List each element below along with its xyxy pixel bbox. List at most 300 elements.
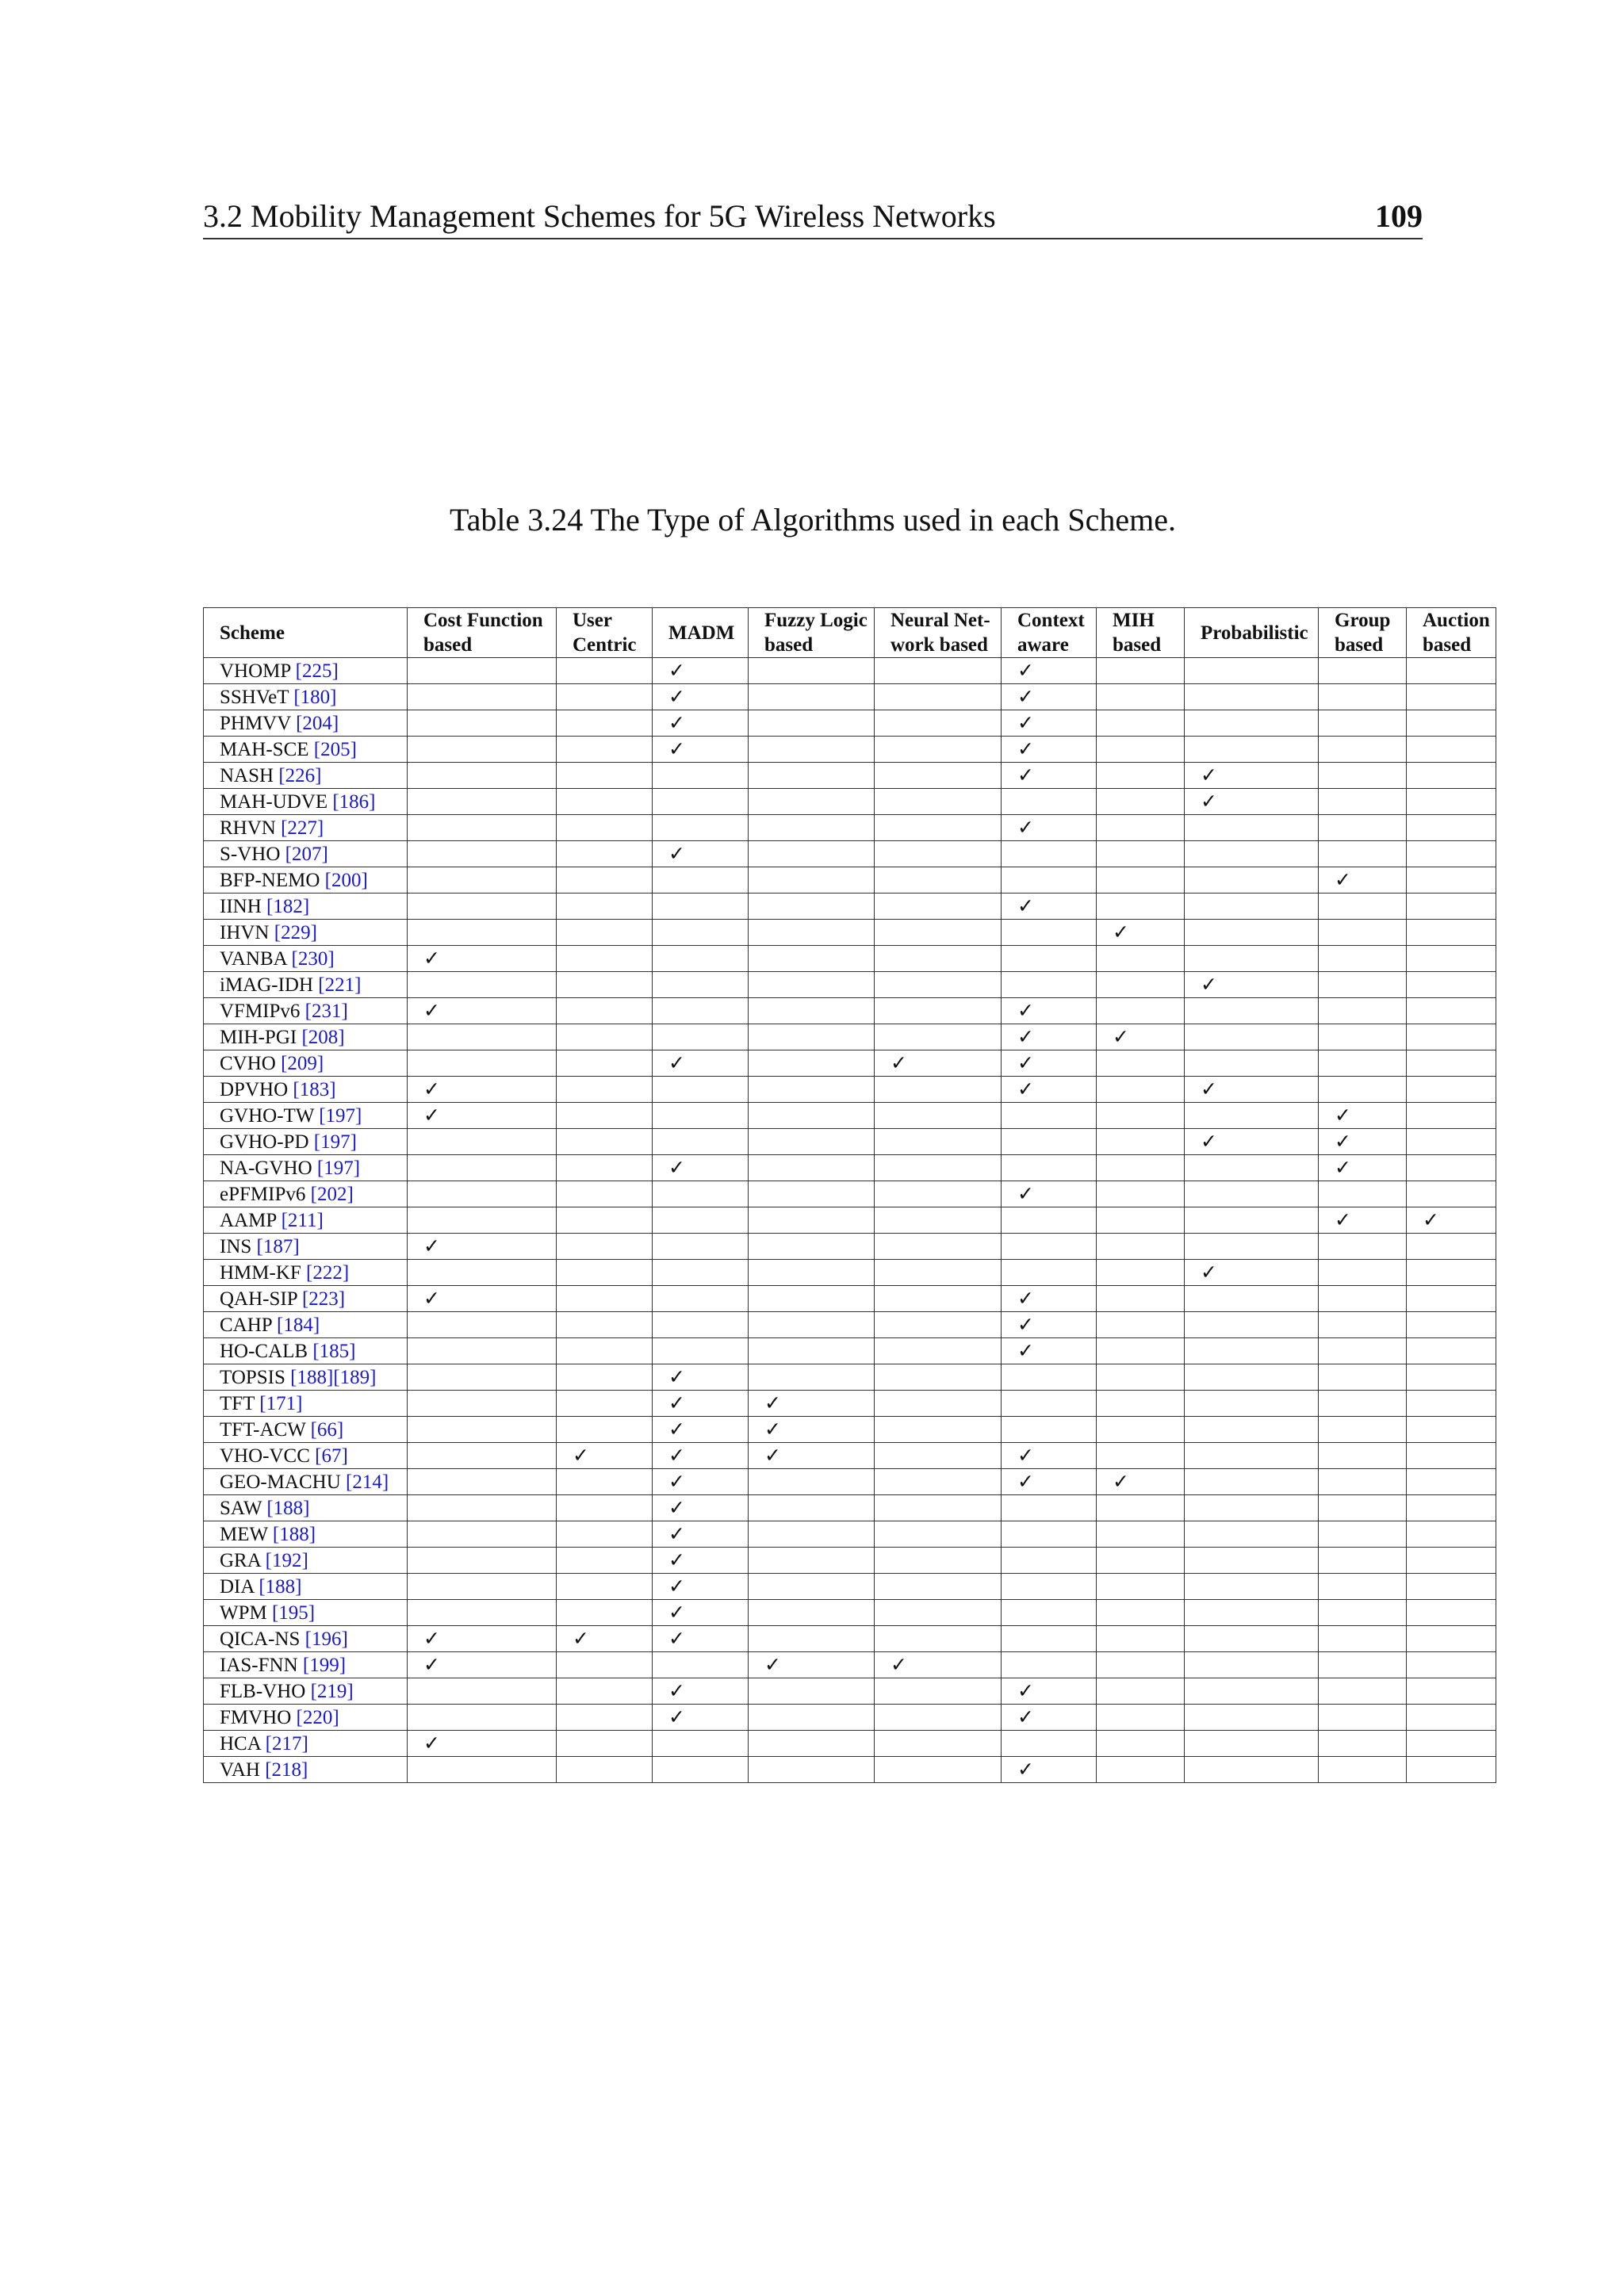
check-cell: [749, 815, 875, 841]
check-cell: [557, 1548, 653, 1574]
check-cell: [875, 1469, 1002, 1495]
check-cell: [1407, 946, 1496, 972]
check-cell: [875, 1417, 1002, 1443]
check-cell: [1319, 1103, 1407, 1129]
check-cell: [1002, 1548, 1097, 1574]
check-cell: [875, 1364, 1002, 1391]
check-cell: [1185, 763, 1319, 789]
check-cell: [1097, 1417, 1185, 1443]
scheme-cell: [204, 1286, 408, 1312]
check-cell: [1097, 1077, 1185, 1103]
check-cell: [408, 1469, 557, 1495]
check-cell: [1319, 1050, 1407, 1077]
check-cell: [557, 894, 653, 920]
check-cell: [749, 1103, 875, 1129]
check-cell: [408, 1050, 557, 1077]
check-cell: [1097, 684, 1185, 710]
check-cell: [1002, 1312, 1097, 1338]
check-cell: [875, 1443, 1002, 1469]
check-icon: ✓: [764, 1444, 781, 1467]
check-cell: [1002, 1286, 1097, 1312]
check-cell: [653, 1077, 749, 1103]
check-cell: [875, 1391, 1002, 1417]
check-cell: [749, 1260, 875, 1286]
check-cell: [557, 1338, 653, 1364]
check-cell: [875, 946, 1002, 972]
scheme-name: HCA: [220, 1732, 261, 1755]
check-cell: [408, 737, 557, 763]
check-icon: ✓: [891, 1051, 907, 1074]
table-row: [204, 946, 1496, 972]
check-cell: [653, 998, 749, 1024]
check-cell: [875, 972, 1002, 998]
header-row: [204, 608, 1496, 658]
check-cell: [749, 1495, 875, 1521]
check-cell: [749, 946, 875, 972]
citation-link[interactable]: [211]: [281, 1209, 324, 1231]
citation-link[interactable]: [195]: [271, 1601, 316, 1624]
check-cell: [1002, 998, 1097, 1024]
check-icon: ✓: [764, 1418, 781, 1441]
check-cell: [1002, 1757, 1097, 1783]
check-cell: [1407, 737, 1496, 763]
check-cell: [653, 1234, 749, 1260]
check-icon: ✓: [668, 842, 685, 865]
check-cell: [653, 1652, 749, 1678]
scheme-name: TFT: [220, 1392, 255, 1414]
check-cell: [1097, 1600, 1185, 1626]
check-cell: [749, 1181, 875, 1207]
column-header: MIH based: [1097, 608, 1185, 658]
check-cell: [1097, 998, 1185, 1024]
citation-link[interactable]: [188]: [259, 1575, 302, 1598]
table-row: [204, 1705, 1496, 1731]
citation-link[interactable]: [229]: [274, 921, 317, 943]
scheme-name: VANBA: [220, 947, 287, 970]
check-icon: ✓: [1113, 1470, 1129, 1493]
check-cell: [653, 867, 749, 894]
check-cell: [1319, 1705, 1407, 1731]
table-row: [204, 1731, 1496, 1757]
column-header: Scheme: [204, 608, 408, 658]
citation-link[interactable]: [192]: [265, 1549, 308, 1571]
citation-link[interactable]: [226]: [278, 764, 322, 786]
check-cell: [1002, 1338, 1097, 1364]
check-cell: [408, 867, 557, 894]
check-cell: [1097, 1103, 1185, 1129]
column-header: Fuzzy Logic based: [749, 608, 875, 658]
check-cell: [557, 1024, 653, 1050]
check-cell: [749, 1417, 875, 1443]
citation-link[interactable]: [218]: [265, 1758, 308, 1781]
column-header: Auction based: [1407, 608, 1496, 658]
check-cell: [1185, 789, 1319, 815]
check-cell: [408, 1574, 557, 1600]
check-cell: [408, 1626, 557, 1652]
check-cell: [408, 1678, 557, 1705]
check-cell: [1097, 1548, 1185, 1574]
check-cell: [408, 1207, 557, 1234]
check-cell: [557, 1286, 653, 1312]
check-cell: [1185, 1129, 1319, 1155]
citation-link[interactable]: [185]: [312, 1340, 356, 1362]
table-row: [204, 1260, 1496, 1286]
check-cell: [408, 1391, 557, 1417]
check-icon: ✓: [423, 1627, 440, 1650]
check-cell: [1407, 841, 1496, 867]
check-cell: [1407, 1024, 1496, 1050]
citation-link[interactable]: [180]: [293, 686, 337, 708]
table-row: [204, 972, 1496, 998]
check-cell: [408, 1286, 557, 1312]
check-cell: [557, 1469, 653, 1495]
table-row: [204, 1521, 1496, 1548]
check-cell: [875, 1129, 1002, 1155]
check-cell: [749, 737, 875, 763]
check-icon: ✓: [1017, 1287, 1034, 1310]
scheme-cell: [204, 1312, 408, 1338]
check-cell: [1407, 1417, 1496, 1443]
citation-link[interactable]: [188][189]: [290, 1366, 377, 1388]
table-row: [204, 1364, 1496, 1391]
check-cell: [557, 1103, 653, 1129]
citation-link[interactable]: [208]: [301, 1026, 345, 1048]
check-icon: ✓: [668, 1548, 685, 1571]
check-cell: [1185, 1155, 1319, 1181]
check-cell: [1319, 658, 1407, 684]
check-cell: [1097, 1574, 1185, 1600]
check-cell: [1407, 1364, 1496, 1391]
table-row: [204, 1391, 1496, 1417]
check-cell: [1002, 972, 1097, 998]
table-row: [204, 1234, 1496, 1260]
check-cell: [1407, 1548, 1496, 1574]
check-cell: [875, 1338, 1002, 1364]
check-cell: [1002, 1129, 1097, 1155]
check-cell: [1407, 1234, 1496, 1260]
check-cell: [875, 1626, 1002, 1652]
check-cell: [1185, 710, 1319, 737]
citation-link[interactable]: [231]: [304, 1000, 348, 1022]
table-row: [204, 1678, 1496, 1705]
citation-link[interactable]: [204]: [296, 712, 339, 734]
check-cell: [1319, 1731, 1407, 1757]
check-cell: [557, 1155, 653, 1181]
scheme-cell: [204, 763, 408, 789]
check-cell: [1319, 1260, 1407, 1286]
check-cell: [1319, 1234, 1407, 1260]
check-cell: [1097, 1705, 1185, 1731]
citation-link[interactable]: [221]: [318, 974, 362, 996]
check-cell: [1185, 1077, 1319, 1103]
table-caption: Table 3.24 The Type of Algorithms used in each Scheme.: [449, 502, 1177, 538]
scheme-name: NASH: [220, 764, 274, 786]
check-cell: [557, 789, 653, 815]
check-cell: [557, 1495, 653, 1521]
check-cell: [1097, 867, 1185, 894]
citation-link[interactable]: [220]: [296, 1706, 339, 1728]
check-cell: [1097, 789, 1185, 815]
citation-link[interactable]: [219]: [310, 1680, 354, 1702]
check-cell: [1319, 1652, 1407, 1678]
citation-link[interactable]: [207]: [285, 843, 328, 865]
citation-link[interactable]: [186]: [332, 790, 376, 813]
check-cell: [557, 1521, 653, 1548]
check-cell: [557, 1443, 653, 1469]
table-row: [204, 789, 1496, 815]
check-cell: [557, 867, 653, 894]
check-icon: ✓: [668, 1705, 685, 1728]
citation-link[interactable]: [197]: [319, 1104, 362, 1127]
scheme-cell: [204, 946, 408, 972]
check-cell: [1097, 946, 1185, 972]
check-cell: [557, 1652, 653, 1678]
check-cell: [557, 1312, 653, 1338]
check-cell: [1319, 1391, 1407, 1417]
scheme-name: RHVN: [220, 817, 276, 839]
check-cell: [875, 1155, 1002, 1181]
check-cell: [1185, 1364, 1319, 1391]
check-icon: ✓: [1201, 1077, 1217, 1100]
citation-link[interactable]: [188]: [272, 1523, 316, 1545]
table-row: [204, 1600, 1496, 1626]
check-cell: [749, 1757, 875, 1783]
check-cell: [1319, 1678, 1407, 1705]
check-cell: [557, 1600, 653, 1626]
check-cell: [653, 1521, 749, 1548]
check-cell: [1407, 1181, 1496, 1207]
citation-link[interactable]: [200]: [324, 869, 368, 891]
check-icon: ✓: [423, 999, 440, 1022]
check-cell: [1097, 1443, 1185, 1469]
check-cell: [1407, 1678, 1496, 1705]
check-cell: [1319, 867, 1407, 894]
scheme-cell: [204, 658, 408, 684]
check-cell: [1097, 1469, 1185, 1495]
check-cell: [1319, 841, 1407, 867]
citation-link[interactable]: [66]: [310, 1418, 344, 1441]
check-cell: [1097, 920, 1185, 946]
check-icon: ✓: [668, 1051, 685, 1074]
check-cell: [1407, 1338, 1496, 1364]
check-cell: [557, 658, 653, 684]
citation-link[interactable]: [196]: [304, 1628, 348, 1650]
check-cell: [408, 1521, 557, 1548]
check-cell: [1407, 1312, 1496, 1338]
check-cell: [408, 1181, 557, 1207]
check-cell: [749, 1574, 875, 1600]
check-cell: [1319, 998, 1407, 1024]
citation-link[interactable]: [202]: [310, 1183, 354, 1205]
check-cell: [1407, 920, 1496, 946]
scheme-cell: [204, 1678, 408, 1705]
check-cell: [749, 1731, 875, 1757]
citation-link[interactable]: [183]: [293, 1078, 336, 1100]
scheme-name: QICA-NS: [220, 1628, 301, 1650]
check-cell: [653, 1155, 749, 1181]
scheme-cell: [204, 1731, 408, 1757]
check-cell: [749, 1024, 875, 1050]
check-cell: [1002, 1364, 1097, 1391]
check-cell: [1185, 920, 1319, 946]
check-cell: [557, 1757, 653, 1783]
check-cell: [1185, 867, 1319, 894]
check-cell: [1185, 998, 1319, 1024]
check-cell: [749, 710, 875, 737]
check-cell: [1002, 1705, 1097, 1731]
check-cell: [875, 1103, 1002, 1129]
citation-link[interactable]: [209]: [281, 1052, 324, 1074]
citation-link[interactable]: [223]: [301, 1288, 346, 1310]
check-cell: [1407, 789, 1496, 815]
check-cell: [749, 867, 875, 894]
check-cell: [1185, 1338, 1319, 1364]
check-cell: [653, 972, 749, 998]
citation-link[interactable]: [197]: [313, 1131, 357, 1153]
citation-link[interactable]: [230]: [291, 947, 335, 970]
citation-link[interactable]: [205]: [313, 738, 357, 760]
check-cell: [749, 1338, 875, 1364]
check-cell: [653, 1469, 749, 1495]
check-icon: ✓: [1017, 1444, 1034, 1467]
check-cell: [653, 920, 749, 946]
check-cell: [408, 841, 557, 867]
check-cell: [749, 972, 875, 998]
table-row: [204, 1443, 1496, 1469]
check-cell: [408, 684, 557, 710]
scheme-cell: [204, 1600, 408, 1626]
citation-link[interactable]: [197]: [316, 1157, 361, 1179]
citation-link[interactable]: [214]: [346, 1471, 389, 1493]
check-cell: [1097, 1050, 1185, 1077]
check-icon: ✓: [1017, 763, 1034, 786]
check-cell: [1407, 1574, 1496, 1600]
check-cell: [557, 684, 653, 710]
citation-link[interactable]: [225]: [295, 660, 339, 682]
check-cell: [1319, 1077, 1407, 1103]
citation-link[interactable]: [217]: [265, 1732, 308, 1755]
check-cell: [1407, 1443, 1496, 1469]
scheme-cell: [204, 1548, 408, 1574]
check-cell: [408, 658, 557, 684]
check-cell: [749, 658, 875, 684]
scheme-name: DIA: [220, 1575, 255, 1598]
check-cell: [1002, 684, 1097, 710]
check-icon: ✓: [1017, 685, 1034, 708]
check-cell: [653, 815, 749, 841]
citation-link[interactable]: [227]: [281, 817, 324, 839]
scheme-name: iMAG-IDH: [220, 974, 314, 996]
scheme-cell: [204, 894, 408, 920]
table-row: [204, 710, 1496, 737]
column-header: Group based: [1319, 608, 1407, 658]
check-cell: [653, 1417, 749, 1443]
check-cell: [1319, 972, 1407, 998]
scheme-name: FLB-VHO: [220, 1680, 306, 1702]
check-cell: [1319, 1443, 1407, 1469]
scheme-cell: [204, 1495, 408, 1521]
check-icon: ✓: [668, 659, 685, 682]
check-cell: [653, 894, 749, 920]
check-icon: ✓: [668, 1418, 685, 1441]
citation-link[interactable]: [222]: [306, 1261, 350, 1284]
check-cell: [875, 1705, 1002, 1731]
check-cell: [408, 1652, 557, 1678]
check-cell: [1407, 1626, 1496, 1652]
check-icon: ✓: [1017, 1025, 1034, 1048]
table-row: [204, 763, 1496, 789]
check-cell: [875, 867, 1002, 894]
citation-link[interactable]: [188]: [266, 1497, 310, 1519]
check-cell: [749, 1705, 875, 1731]
scheme-cell: [204, 1024, 408, 1050]
citation-link[interactable]: [199]: [302, 1654, 347, 1676]
check-icon: ✓: [668, 685, 685, 708]
check-cell: [557, 1678, 653, 1705]
scheme-cell: [204, 972, 408, 998]
check-cell: [749, 1678, 875, 1705]
check-cell: [1185, 1417, 1319, 1443]
citation-link[interactable]: [67]: [315, 1445, 348, 1467]
table-row: [204, 1050, 1496, 1077]
check-cell: [1002, 789, 1097, 815]
check-cell: [875, 894, 1002, 920]
check-cell: [408, 1129, 557, 1155]
check-cell: [1097, 1391, 1185, 1417]
check-cell: [557, 998, 653, 1024]
check-cell: [749, 920, 875, 946]
check-icon: ✓: [1335, 1156, 1351, 1179]
check-icon: ✓: [573, 1627, 589, 1650]
column-header: Neural Net-work based: [875, 608, 1002, 658]
check-cell: [408, 1077, 557, 1103]
check-cell: [408, 1443, 557, 1469]
check-cell: [408, 1757, 557, 1783]
check-cell: [749, 1364, 875, 1391]
scheme-cell: [204, 1260, 408, 1286]
table-row: [204, 737, 1496, 763]
check-cell: [1185, 1678, 1319, 1705]
check-icon: ✓: [1017, 999, 1034, 1022]
check-cell: [1002, 894, 1097, 920]
scheme-name: BFP-NEMO: [220, 869, 320, 891]
check-icon: ✓: [1017, 711, 1034, 734]
citation-link[interactable]: [184]: [277, 1314, 320, 1336]
check-cell: [1097, 1234, 1185, 1260]
scheme-name: PHMVV: [220, 712, 291, 734]
scheme-name: MEW: [220, 1523, 268, 1545]
check-cell: [1319, 1600, 1407, 1626]
check-icon: ✓: [668, 1601, 685, 1624]
check-cell: [1002, 1495, 1097, 1521]
scheme-cell: [204, 1103, 408, 1129]
citation-link[interactable]: [171]: [259, 1392, 303, 1414]
citation-link[interactable]: [187]: [256, 1235, 300, 1257]
scheme-name: GVHO-TW: [220, 1104, 314, 1127]
check-cell: [1407, 1260, 1496, 1286]
check-cell: [749, 1207, 875, 1234]
check-cell: [1407, 1495, 1496, 1521]
check-cell: [557, 1181, 653, 1207]
check-cell: [749, 1469, 875, 1495]
scheme-name: VFMIPv6: [220, 1000, 301, 1022]
check-cell: [557, 710, 653, 737]
check-cell: [875, 1652, 1002, 1678]
citation-link[interactable]: [182]: [266, 895, 310, 917]
scheme-cell: [204, 1077, 408, 1103]
table-body: [204, 658, 1496, 1783]
check-cell: [1097, 1129, 1185, 1155]
